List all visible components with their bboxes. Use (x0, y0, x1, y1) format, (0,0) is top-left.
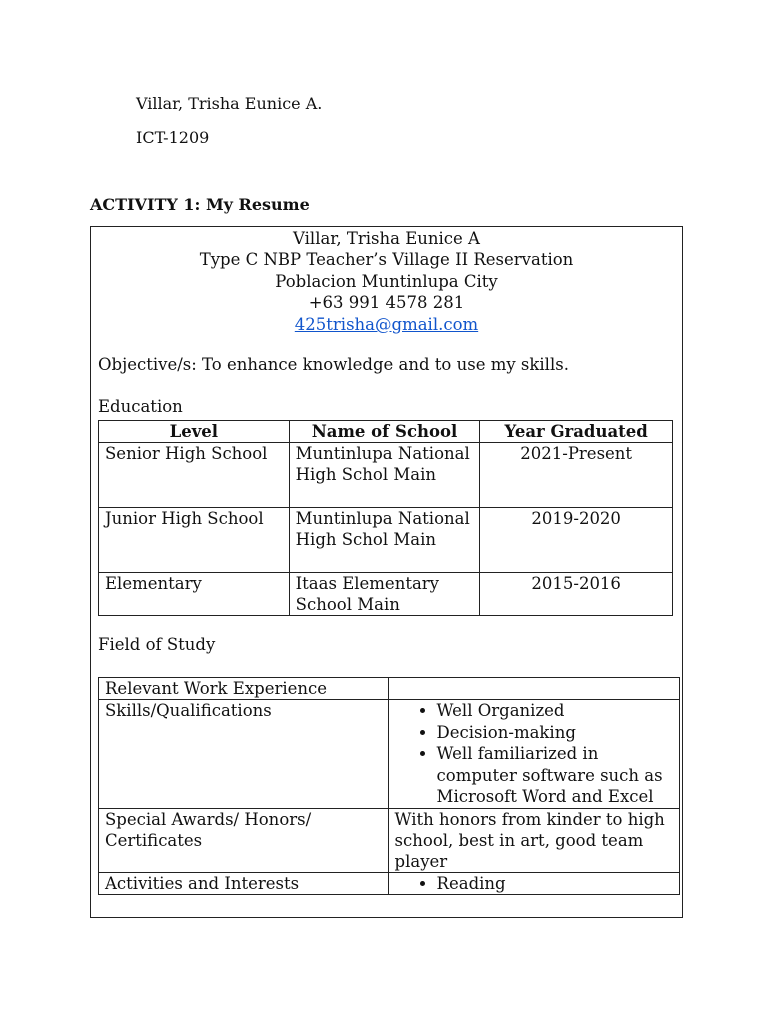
skills-list (395, 700, 673, 808)
email-link[interactable]: 425trisha@gmail.com (294, 315, 479, 334)
awards-label: Special Awards/ Honors/ Certificates (99, 808, 389, 872)
list-item: • Reading (437, 873, 673, 895)
education-year: 2019-2020 (480, 508, 673, 573)
list-item: • Well Organized (437, 700, 673, 722)
address-line-1: Type C NBP Teacher’s Village II Reservation (199, 250, 574, 269)
activities-list (395, 873, 673, 895)
phone-number: +63 991 4578 281 (308, 293, 465, 312)
table-row (99, 508, 673, 573)
table-row (99, 808, 680, 872)
education-year: 2021-Present (480, 443, 673, 508)
work-experience-label: Relevant Work Experience (99, 678, 389, 700)
table-row (99, 573, 673, 616)
education-year: 2015-2016 (480, 573, 673, 616)
education-school: Itaas Elementary School Main (289, 573, 480, 616)
resume-name: Villar, Trisha Eunice A (293, 229, 480, 248)
list-item: • Decision-making (437, 722, 673, 744)
resume-box (90, 226, 683, 918)
header-level: Level (99, 421, 290, 443)
education-level: Junior High School (99, 508, 290, 573)
skills-label: Skills/Qualifications (99, 700, 389, 809)
awards-value: With honors from kinder to high school, best in art, good team player (388, 808, 679, 872)
education-school: Muntinlupa National High Schol Main (289, 443, 480, 508)
table-row (99, 872, 680, 895)
education-header-row (99, 421, 673, 443)
table-row (99, 443, 673, 508)
work-experience-value (388, 678, 679, 700)
activity-title: ACTIVITY 1: My Resume (90, 195, 310, 214)
header-year: Year Graduated (480, 421, 673, 443)
table-row (99, 678, 680, 700)
table-row (99, 700, 680, 809)
section-code: ICT-1209 (136, 128, 210, 147)
field-of-study-label: Field of Study (98, 635, 216, 654)
student-name: Villar, Trisha Eunice A. (136, 94, 323, 113)
list-item: • Well familiarized in computer software such as Microsoft Word and Excel (437, 743, 673, 808)
education-level: Senior High School (99, 443, 290, 508)
address-line-2: Poblacion Muntinlupa City (275, 272, 498, 291)
education-level: Elementary (99, 573, 290, 616)
resume-details-table (98, 677, 680, 895)
activities-label: Activities and Interests (99, 872, 389, 895)
education-school: Muntinlupa National High Schol Main (289, 508, 480, 573)
header-school: Name of School (289, 421, 480, 443)
education-table (98, 420, 673, 616)
education-label: Education (98, 397, 183, 416)
objective-text: Objective/s: To enhance knowledge and to use my skills. (98, 355, 569, 374)
